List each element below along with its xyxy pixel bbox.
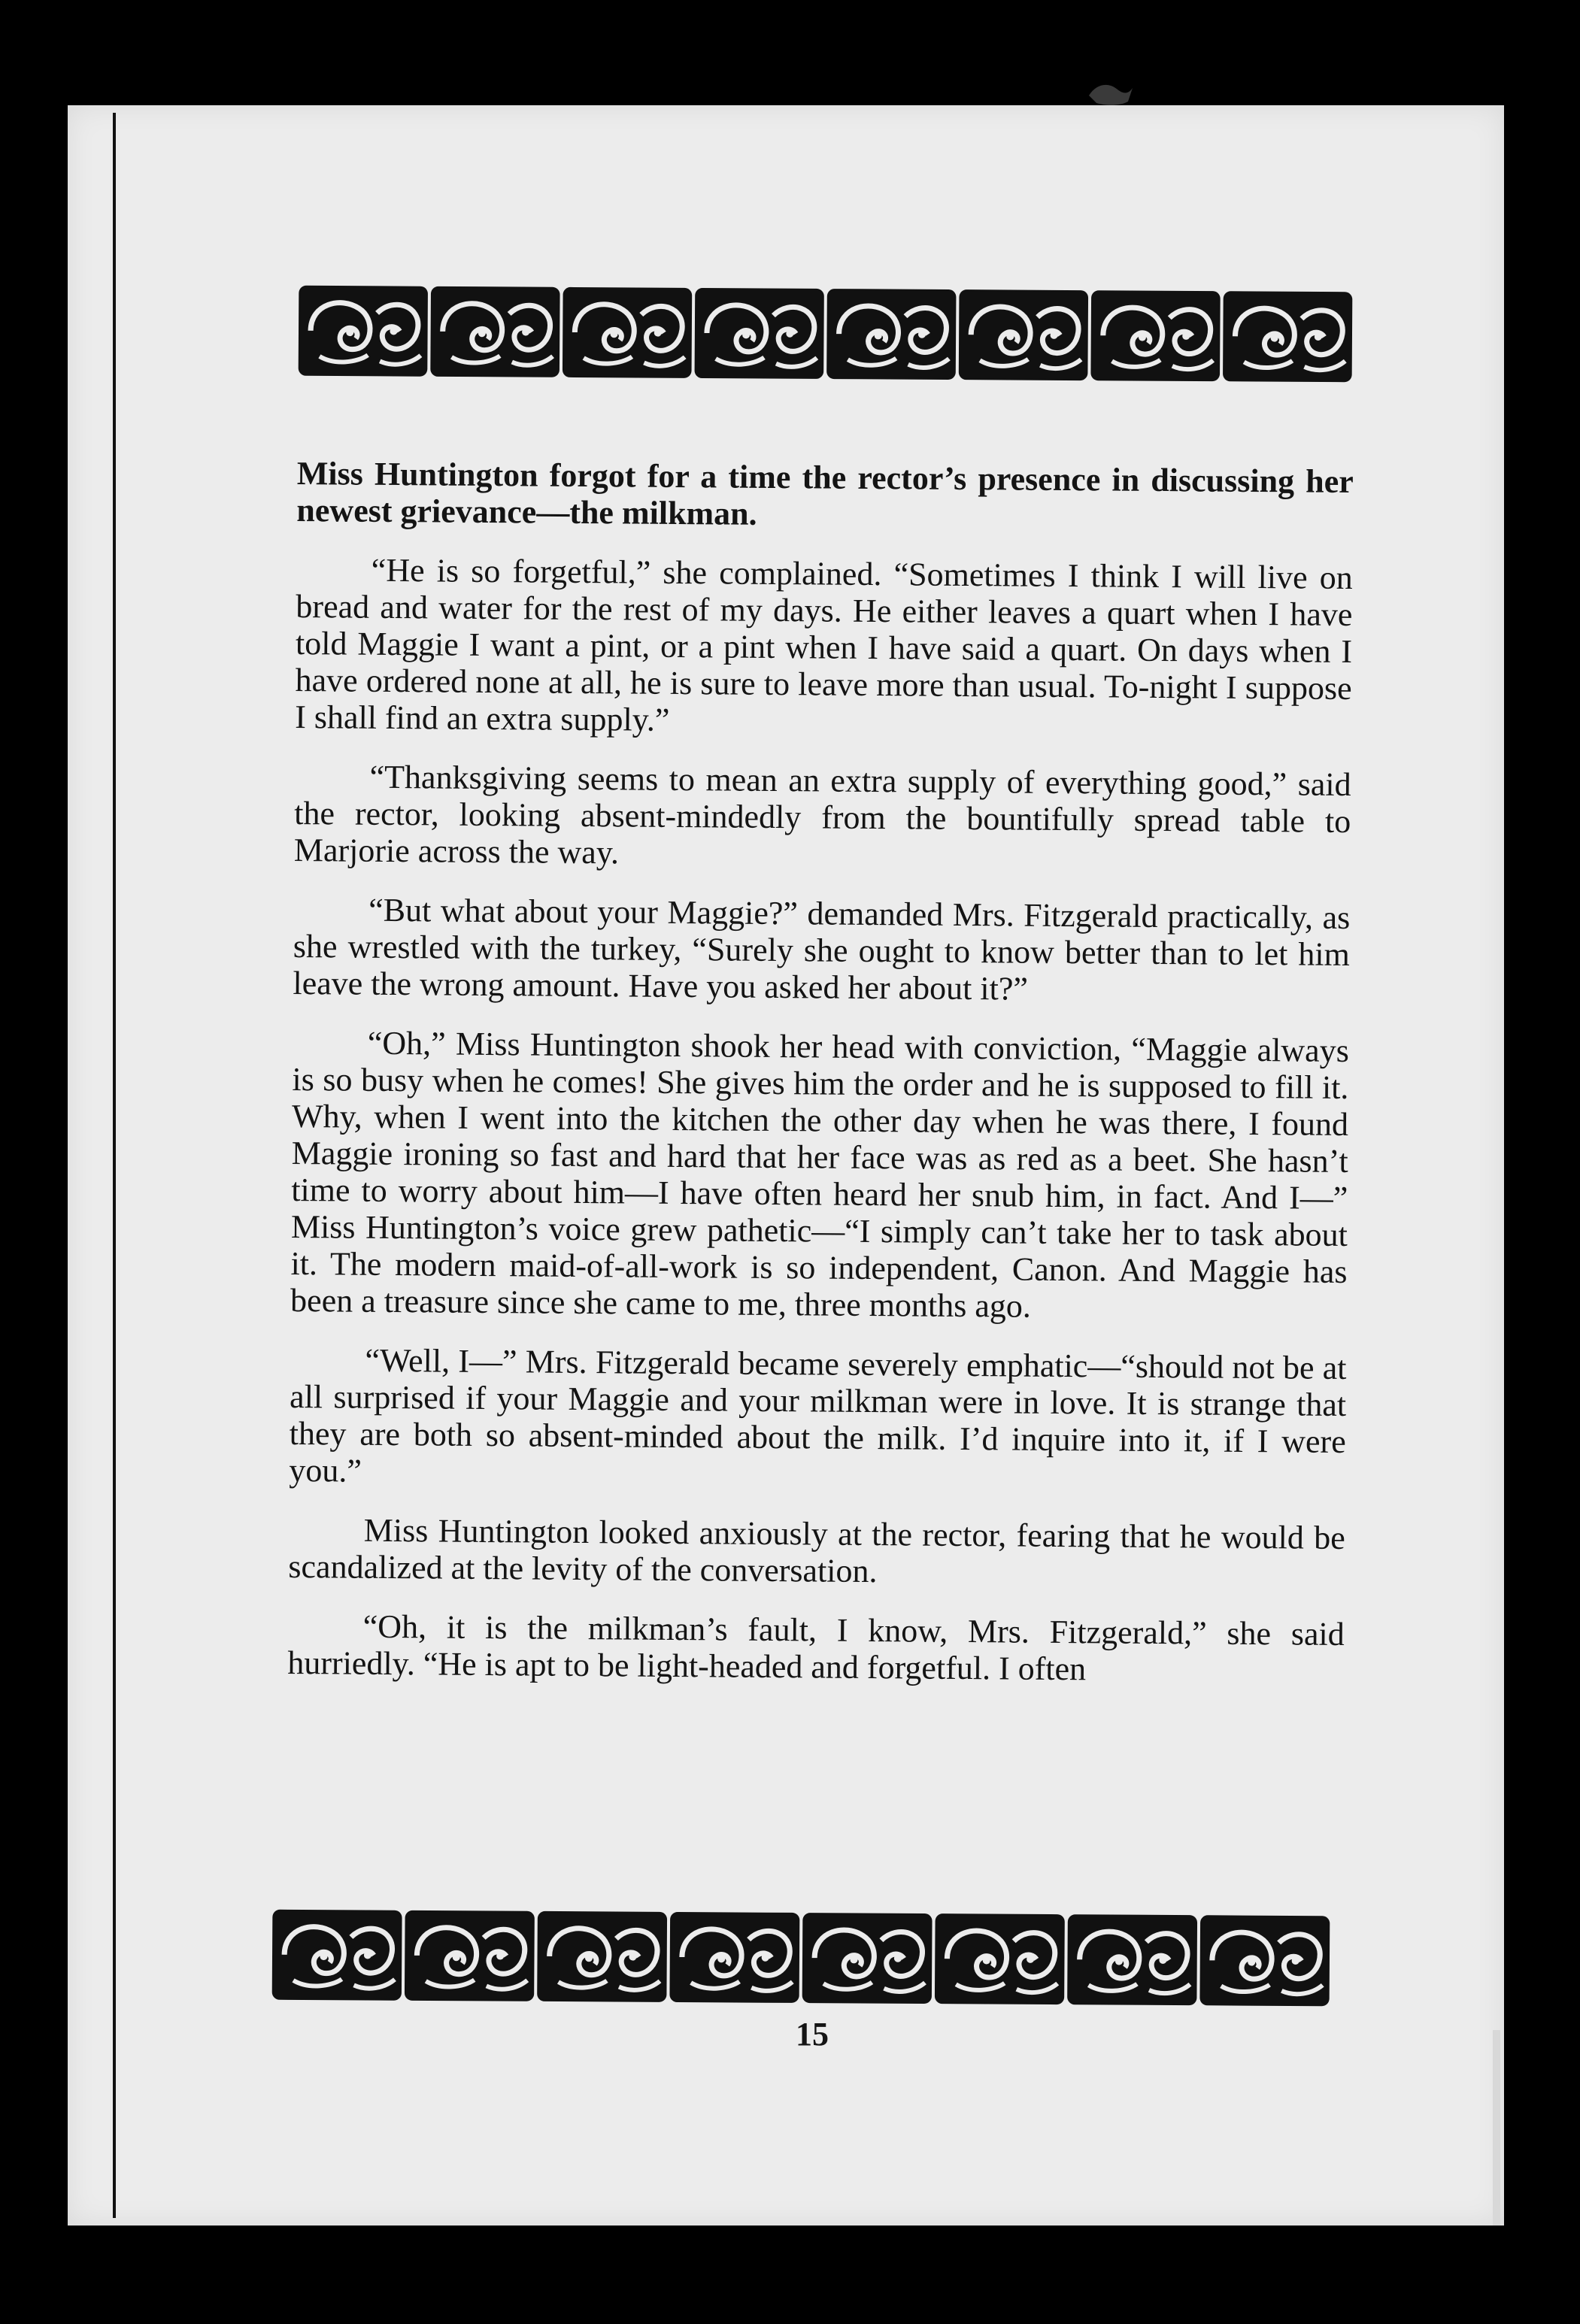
top-ornament-border [297, 283, 1354, 386]
paragraph: “Oh,” Miss Huntington shook her head with conviction, “Maggie always is so busy when he comes! She gives him the order and he is supposed to fill it. Why, when I went into the kitchen the other day when he was there, I found Maggie ironing so fast and hard that her face was as red as a beet. She hasn’t time to worry about him—I have often heard her snub him, in fact. And I—” Miss Huntington’s voice grew pathetic—“I simply can’t take her to task about it. The modern maid-of-all-work is so independent, Canon. And Maggie has been a treasure since she came to me, three months ago. [290, 1024, 1350, 1325]
scan-artifact-icon [1083, 79, 1136, 109]
body-text [287, 455, 1354, 1712]
paragraph: “Thanksgiving seems to mean an extra supply of everything good,” said the rector, looking absent-mindedly from the bountifully spread table to Marjorie across the way. [293, 758, 1351, 871]
paragraph: Miss Huntington looked anxiously at the rector, fearing that he would be scandalized at the levity of the conversation. [288, 1511, 1345, 1590]
paragraph: “He is so forgetful,” she complained. “Sometimes I think I will live on bread and water for the rest of my days. He either leaves a quart when I have told Maggie I want a pint, or a pint when I have said a quart. On days when I have ordered none at all, he is sure to leave more than usual. To-night I suppose I shall find an extra supply.” [295, 551, 1353, 738]
bottom-ornament-border [271, 1907, 1332, 2010]
paragraph: “But what about your Maggie?” demanded Mrs. Fitzgerald practically, as she wrestled with the turkey, “Surely she ought to know better than to let him leave the wrong amount. Have you asked her about it?” [293, 891, 1351, 1007]
paragraph: “Well, I—” Mrs. Fitzgerald became severely emphatic—“should not be at all surprised if your Maggie and your milkman were in love. It is strange that they are both so absent-minded about the milk. I’d inquire into it, if I were you.” [289, 1341, 1347, 1489]
page-edge [1493, 2030, 1500, 2226]
page-number: 15 [796, 2016, 829, 2053]
scroll-ornament-icon [297, 283, 1354, 386]
book-gutter [113, 113, 116, 2218]
paragraph: Miss Huntington forgot for a time the rector’s presence in discussing her newest grievance—the milkman. [296, 455, 1354, 532]
paragraph: “Oh, it is the milkman’s fault, I know, Mrs. Fitzgerald,” she said hurriedly. “He is apt to be light-headed and forgetful. I often [287, 1607, 1345, 1688]
scroll-ornament-icon [271, 1907, 1332, 2010]
